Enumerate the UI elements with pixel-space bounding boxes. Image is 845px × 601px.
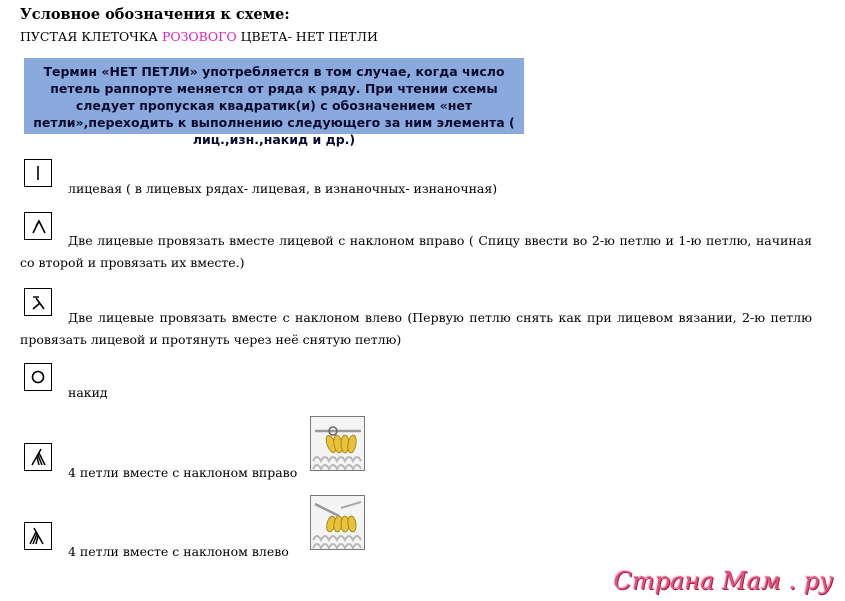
legend-title: Условное обозначения к схеме: <box>20 6 290 23</box>
empty-cell-note: ПУСТАЯ КЛЕТОЧКА РОЗОВОГО ЦВЕТА- НЕТ ПЕТЛИ <box>20 29 378 44</box>
k4tog-right-photo <box>310 416 365 471</box>
legend-text-yarn-over: накид <box>68 385 108 400</box>
legend-text-k2tog-left: Две лицевые провязать вместе с наклоном влево (Первую петлю снять как при лицевом вязании, 2-ю петлю провязать лицевой и протянуть через неё снятую петлю) <box>20 310 812 347</box>
k4tog-right-icon <box>24 443 52 471</box>
legend-text-k4tog-left: 4 петли вместе с наклоном влево <box>68 544 289 559</box>
legend-text-k2tog-right: Две лицевые провязать вместе лицевой с наклоном вправо ( Спицу ввести во 2-ю петлю и 1-ю петлю, начиная со второй и провязать их вместе.) <box>20 233 812 270</box>
k4tog-left-icon <box>24 522 52 550</box>
yarn-over-icon <box>24 363 52 391</box>
no-stitch-note-box: Термин «НЕТ ПЕТЛИ» употребляется в том случае, когда число петель раппорте меняется от ряда к ряду. При чтении схемы следует пропуская квадратик(и) с обозначением «нет петли»,переходить к выполнению следующего за ним элемента ( лиц.,изн.,накид и др.) <box>24 58 524 134</box>
legend-text-k4tog-right: 4 петли вместе с наклоном вправо <box>68 465 298 480</box>
legend-text-knit: лицевая ( в лицевых рядах- лицевая, в изнаночных- изнаночная) <box>68 181 498 196</box>
knit-stitch-icon <box>24 159 52 187</box>
site-watermark: Страна Мам . ру <box>613 567 833 595</box>
k4tog-left-photo <box>310 495 365 550</box>
